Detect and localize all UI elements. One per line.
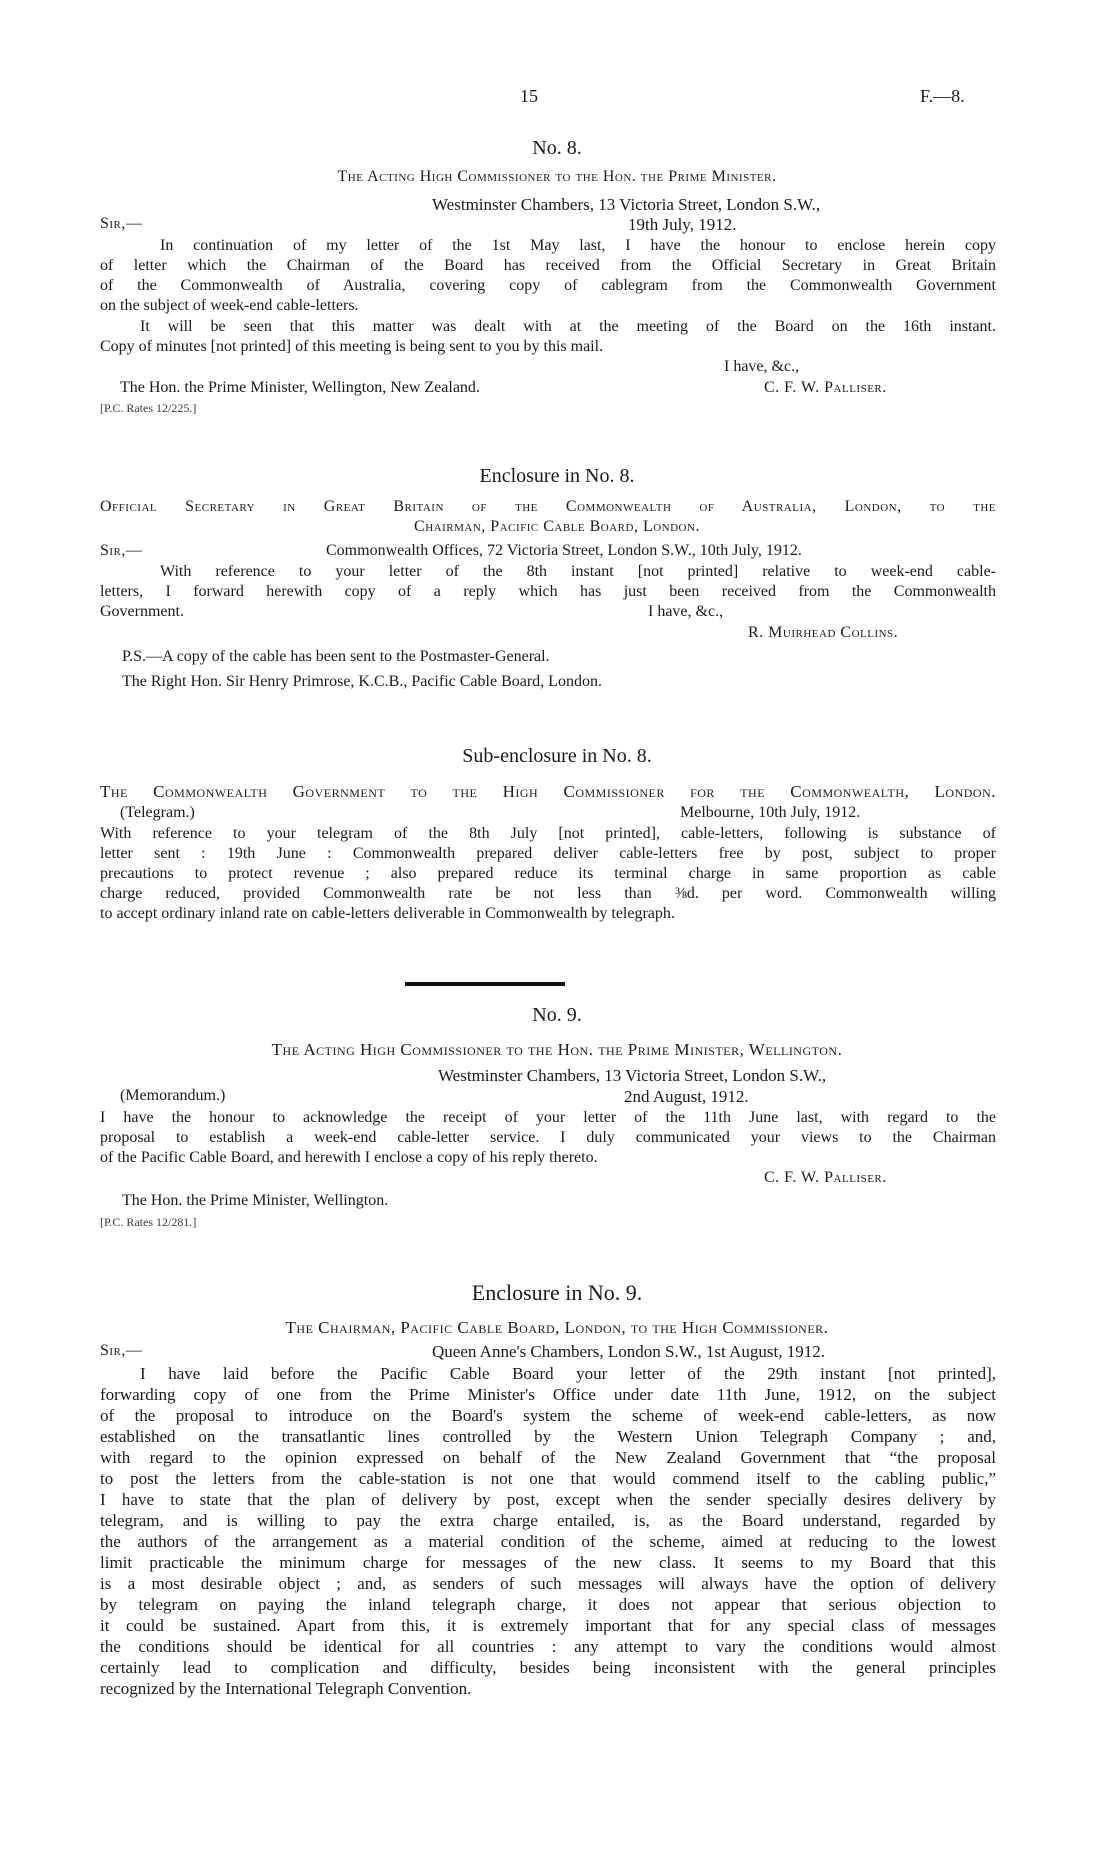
body-line: of the proposal to introduce on the Board's system the scheme of week-end cable-letters, as now bbox=[100, 1406, 996, 1425]
section-heading: No. 8. bbox=[532, 137, 582, 159]
closing: I have, &c., bbox=[724, 358, 800, 375]
body-line: of the Commonwealth of Australia, covering copy of cablegram from the Commonwealth Government bbox=[100, 277, 996, 294]
body-line: telegram, and is willing to pay the extra charge entailed, is, as the Board understand, regarded by bbox=[100, 1511, 996, 1530]
from-to-line: The Chairman, Pacific Cable Board, London, to the High Commissioner. bbox=[285, 1318, 829, 1337]
file-reference: [P.C. Rates 12/225.] bbox=[100, 401, 197, 415]
body-line: I have laid before the Pacific Cable Board your letter of the 29th instant [not printed], bbox=[140, 1364, 996, 1383]
body-line: It will be seen that this matter was dealt with at the meeting of the Board on the 16th instant. bbox=[140, 318, 996, 335]
body-line: Copy of minutes [not printed] of this meeting is being sent to you by this mail. bbox=[100, 338, 604, 355]
addressee: The Right Hon. Sir Henry Primrose, K.C.B., Pacific Cable Board, London. bbox=[122, 673, 602, 690]
addressee: The Hon. the Prime Minister, Wellington, New Zealand. bbox=[120, 379, 480, 396]
section-divider bbox=[405, 982, 565, 986]
signature: C. F. W. Palliser. bbox=[764, 379, 887, 396]
body-line: by telegram on paying the inland telegraph charge, it does not appear that serious objection to bbox=[100, 1595, 996, 1614]
closing: I have, &c., bbox=[648, 603, 724, 620]
body-line: With reference to your letter of the 8th instant [not printed] relative to week-end cable- bbox=[160, 563, 996, 580]
page-number: 15 bbox=[520, 86, 538, 106]
signature: R. Muirhead Collins. bbox=[748, 624, 899, 641]
body-line: I have the honour to acknowledge the receipt of your letter of the 11th June last, with regard to the bbox=[100, 1109, 996, 1126]
body-line: forwarding copy of one from the Prime Minister's Office under date 11th June, 1912, on the subject bbox=[100, 1385, 996, 1404]
telegram-label: (Telegram.) bbox=[120, 804, 195, 821]
sender-address: Westminster Chambers, 13 Victoria Street, London S.W., bbox=[438, 1066, 827, 1085]
body-line: it could be sustained. Apart from this, it is extremely important that for any special class of messages bbox=[100, 1616, 996, 1635]
salutation: Sir,— bbox=[100, 542, 143, 559]
body-line: With reference to your telegram of the 8th July [not printed], cable-letters, following is substance of bbox=[100, 825, 996, 842]
body-line: of the Pacific Cable Board, and herewith I enclose a copy of his reply thereto. bbox=[100, 1149, 598, 1166]
salutation: Sir,— bbox=[100, 1342, 143, 1359]
body-line: certainly lead to complication and difficulty, besides being inconsistent with the general principles bbox=[100, 1658, 996, 1677]
body-line: of letter which the Chairman of the Board has received from the Official Secretary in Great Britain bbox=[100, 257, 996, 274]
memorandum-label: (Memorandum.) bbox=[120, 1087, 226, 1104]
section-heading: Enclosure in No. 9. bbox=[471, 1280, 643, 1305]
body-line: on the subject of week-end cable-letters. bbox=[100, 297, 359, 314]
from-to-line: The Acting High Commissioner to the Hon. the Prime Minister, Wellington. bbox=[271, 1040, 843, 1059]
body-line: proposal to establish a week-end cable-letter service. I duly communicated your views to the Chairman bbox=[100, 1129, 996, 1146]
body-line: with regard to the opinion expressed on behalf of the New Zealand Government that “the proposal bbox=[100, 1448, 996, 1467]
body-line: I have to state that the plan of delivery by post, except when the sender specially desires delivery by bbox=[100, 1490, 996, 1509]
body-line: recognized by the International Telegraph Convention. bbox=[100, 1679, 472, 1698]
from-to-line: Official Secretary in Great Britain of the Commonwealth of Australia, London, to the bbox=[100, 498, 996, 515]
letter-date: 19th July, 1912. bbox=[628, 215, 737, 234]
signature: C. F. W. Palliser. bbox=[764, 1169, 887, 1186]
body-line: letter sent : 19th June : Commonwealth prepared deliver cable-letters free by post, subject to proper bbox=[100, 845, 996, 862]
section-heading: No. 9. bbox=[532, 1004, 582, 1026]
from-to-line: Chairman, Pacific Cable Board, London. bbox=[414, 518, 700, 535]
body-line: the conditions should be identical for all countries : any attempt to vary the conditions would almost bbox=[100, 1637, 996, 1656]
section-heading: Sub-enclosure in No. 8. bbox=[462, 745, 652, 767]
postscript: P.S.—A copy of the cable has been sent to the Postmaster-General. bbox=[122, 648, 550, 665]
from-to-line: The Commonwealth Government to the High Commissioner for the Commonwealth, London. bbox=[100, 782, 996, 801]
section-heading: Enclosure in No. 8. bbox=[479, 465, 635, 487]
address-date: Queen Anne's Chambers, London S.W., 1st August, 1912. bbox=[432, 1342, 825, 1361]
body-line: is a most desirable object ; and, as senders of such messages will always have the option of delivery bbox=[100, 1574, 996, 1593]
sender-address: Westminster Chambers, 13 Victoria Street, London S.W., bbox=[432, 195, 821, 214]
file-reference: [P.C. Rates 12/281.] bbox=[100, 1215, 197, 1229]
body-line: limit practicable the minimum charge for messages of the new class. It seems to my Board that this bbox=[100, 1553, 996, 1572]
letter-date: 2nd August, 1912. bbox=[624, 1087, 749, 1106]
from-to-line: The Acting High Commissioner to the Hon. the Prime Minister. bbox=[337, 168, 777, 185]
body-line: established on the transatlantic lines controlled by the Western Union Telegraph Company ; and, bbox=[100, 1427, 996, 1446]
body-line: to post the letters from the cable-station is not one that would commend itself to the cabling public,” bbox=[100, 1469, 996, 1488]
body-line: In continuation of my letter of the 1st May last, I have the honour to enclose herein copy bbox=[160, 237, 996, 254]
body-line: the authors of the arrangement as a material condition of the scheme, aimed at reducing to the lowest bbox=[100, 1532, 996, 1551]
body-line: charge reduced, provided Commonwealth rate be not less than ⅜d. per word. Commonwealth willing bbox=[100, 885, 996, 902]
address-date: Commonwealth Offices, 72 Victoria Street, London S.W., 10th July, 1912. bbox=[326, 542, 802, 559]
body-line: letters, I forward herewith copy of a reply which has just been received from the Commonwealth bbox=[100, 583, 996, 600]
body-line: Government. bbox=[100, 603, 184, 620]
page-reference: F.—8. bbox=[920, 86, 965, 106]
body-line: precautions to protect revenue ; also prepared reduce its terminal charge in same proportion as cable bbox=[100, 865, 996, 882]
salutation: Sir,— bbox=[100, 215, 143, 232]
place-date: Melbourne, 10th July, 1912. bbox=[680, 804, 861, 821]
body-line: to accept ordinary inland rate on cable-letters deliverable in Commonwealth by telegraph. bbox=[100, 905, 675, 922]
addressee: The Hon. the Prime Minister, Wellington. bbox=[122, 1192, 389, 1209]
